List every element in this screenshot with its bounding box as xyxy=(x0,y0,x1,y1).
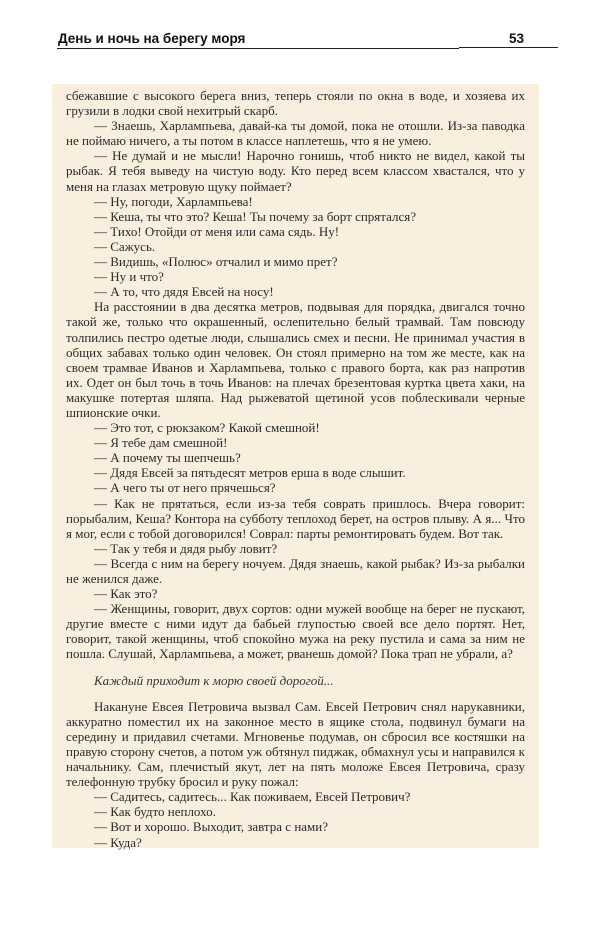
dialogue-line: — Тихо! Отойди от меня или сама сядь. Ну! xyxy=(94,223,340,239)
running-title: День и ночь на берегу моря xyxy=(58,31,246,46)
dialogue-line: — Куда? xyxy=(94,834,142,850)
dialogue-line: — Как это? xyxy=(94,586,158,602)
dialogue-line: — Так у тебя и дядя рыбу ловит? xyxy=(94,540,278,556)
paragraph: сбежавшие с высокого берега вниз, теперь стояли по окна в воде, и хозяева их грузили в лодки свой нехитрый скарб. xyxy=(66,88,525,119)
dialogue-line: — Видишь, «Полюс» отчалил и мимо прет? xyxy=(94,254,338,270)
dialogue-line: — Не думай и не мысли! Нарочно гонишь, чтоб никто не видел, какой ты рыбак. Я тебя выведу на чистую воду. Кто перед всем классом хвастался, что у меня на глазах метровую щуку поймает? xyxy=(66,148,525,194)
dialogue-line: — Ну, погоди, Харлампьева! xyxy=(94,193,253,209)
dialogue-line: — А чего ты от него прячешься? xyxy=(94,480,276,496)
running-header xyxy=(57,30,524,49)
dialogue-line: — Знаешь, Харлампьева, давай-ка ты домой, пока не отошли. Из-за паводка не поймаю ничего, а ты потом в классе наплетешь, что я не умею. xyxy=(66,118,525,149)
dialogue-line: — А то, что дядя Евсей на носу! xyxy=(94,284,274,300)
dialogue-line: — Сажусь. xyxy=(94,238,156,254)
page-number: 53 xyxy=(508,31,524,46)
dialogue-line: — Женщины, говорит, двух сортов: одни мужей вообще на берег не пускают, другие вместе с ними идут да бабьей глупостью своей все дело портят. Нет, говорит, такой женщины, чтоб спокойно мужа на реку пустила и сама за ним не пошла. Слушай, Харлампьева, а может, рванешь домой? Пока трап не убрали, а? xyxy=(66,601,525,662)
paragraph: На расстоянии в два десятка метров, подвывая для порядка, двигался точно такой же, только что окрашенный, ослепительно белый трамвай. Там повсюду толпились пестро одетые люди, слышались смех и песни. Не принимал участия в общих забавах только один человек. Он стоял примерно на том же месте, как на своем трамвае Иванов и Харлампьева, только с правого борта, как раз напротив их. Одет он был точь в точь Иванов: на плечах брезентовая куртка цвета хаки, на макушке потертая шляпа. Над рыжеватой щетиной усов поблескивали черные шпионские очки. xyxy=(66,299,525,420)
dialogue-line: — Дядя Евсей за пятьдесят метров ерша в воде слышит. xyxy=(94,465,406,481)
dialogue-line: — Садитесь, садитесь... Как поживаем, Евсей Петрович? xyxy=(94,789,411,805)
header-rule xyxy=(459,47,558,48)
dialogue-line: — Кеша, ты что это? Кеша! Ты почему за борт спрятался? xyxy=(94,208,417,224)
section-epigraph: Каждый приходит к морю своей дорогой... xyxy=(94,672,334,688)
dialogue-line: — Всегда с ним на берегу ночуем. Дядя знаешь, какой рыбак? Из-за рыбалки не женился даже. xyxy=(66,555,525,586)
dialogue-line: — Я тебе дам смешной! xyxy=(94,435,228,451)
dialogue-line: — Это тот, с рюкзаком? Какой смешной! xyxy=(94,420,320,436)
dialogue-line: — Как не прятаться, если из-за тебя соврать пришлось. Вчера говорит: порыбалим, Кеша? Контора на субботу теплоход берет, на остров плыву. А я... Что я мог, если с тобой договорился! Соврал: парты ремонтировать будем. Вот так. xyxy=(66,495,525,541)
paragraph: Накануне Евсея Петровича вызвал Сам. Евсей Петрович снял нарукавники, аккуратно поместил их на законное место в ящике стола, подвинул бумаги на середину и придавил счетами. Мгновенье подумав, он сбросил все костяшки на правую сторону счетов, а потом уж обтянул пиджак, обмахнул усы и направился к начальнику. Сам, плечистый якут, лет на пять моложе Евсея Петровича, сразу телефонную трубку бросил и руку пожал: xyxy=(66,698,525,790)
body-text xyxy=(66,88,525,850)
dialogue-line: — А почему ты шепчешь? xyxy=(94,450,241,466)
dialogue-line: — Как будто неплохо. xyxy=(94,804,216,820)
dialogue-line: — Вот и хорошо. Выходит, завтра с нами? xyxy=(94,819,328,835)
dialogue-line: — Ну и что? xyxy=(94,269,164,285)
